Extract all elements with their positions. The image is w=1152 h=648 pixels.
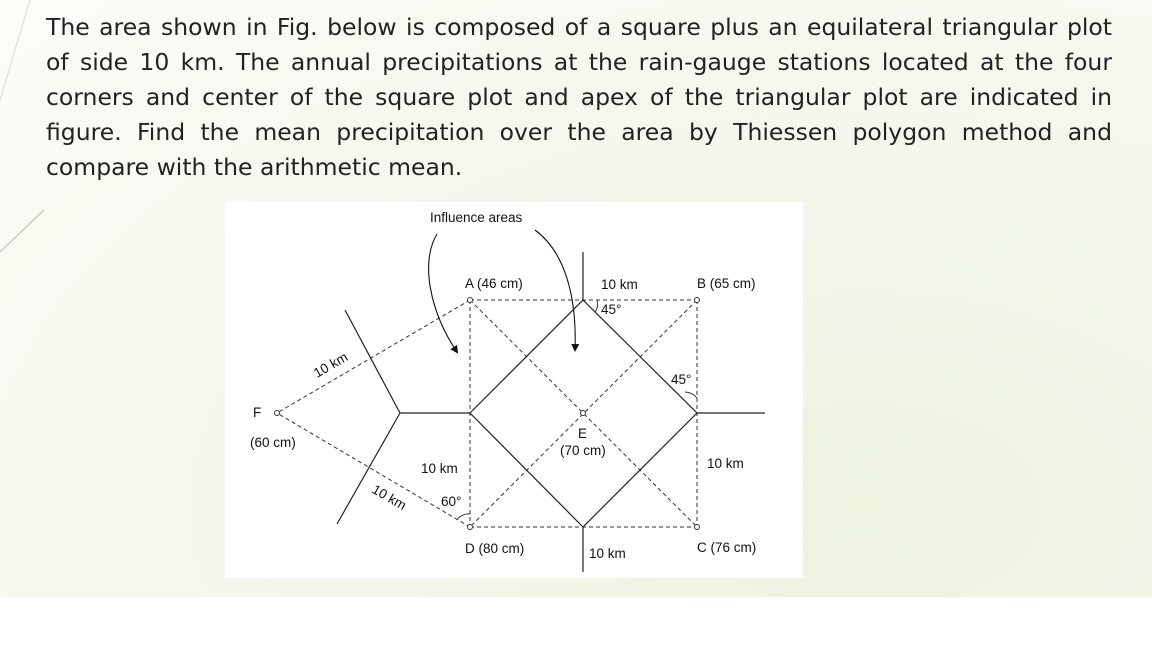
station-network: [277, 300, 697, 527]
angle-arc-right: [685, 392, 697, 398]
thiessen-figure: [225, 202, 803, 578]
angle-arc-top: [595, 300, 598, 312]
station-f-label: F: [253, 405, 262, 420]
station-f-value: (60 cm): [250, 435, 296, 450]
angle-bottom-left-label: 60°: [441, 494, 462, 509]
top-side-label: 10 km: [601, 277, 638, 292]
triangle-upper-side-label: 10 km: [311, 349, 351, 381]
influence-arrows: [429, 230, 576, 352]
station-c-label: C (76 cm): [697, 540, 757, 555]
station-b-label: B (65 cm): [697, 276, 756, 291]
influence-areas-label: Influence areas: [430, 210, 523, 225]
angle-top-label: 45°: [601, 302, 622, 317]
station-e-value: (70 cm): [560, 443, 606, 458]
station-markers: [275, 298, 700, 530]
problem-statement: The area shown in Fig. below is composed of a square plus an equilateral triangular plot of side 10 km. The annual precipitations at the rain-gauge stations located at the four corners and center of the square plot and apex of the triangular plot are indicated in figure. Find the mean precipitation over the area by Thiessen polygon method and compare with the arithmetic mean.: [46, 13, 1112, 181]
left-side-label: 10 km: [421, 461, 458, 476]
bottom-side-label: 10 km: [589, 546, 626, 561]
right-side-label: 10 km: [707, 456, 744, 471]
station-a-label: A (46 cm): [465, 276, 523, 291]
angle-right-label: 45°: [671, 372, 692, 387]
triangle-lower-side-label: 10 km: [369, 481, 409, 513]
station-d-label: D (80 cm): [465, 541, 525, 556]
angle-arc-bottom-left: [457, 514, 470, 520]
station-e-label: E: [578, 426, 588, 441]
